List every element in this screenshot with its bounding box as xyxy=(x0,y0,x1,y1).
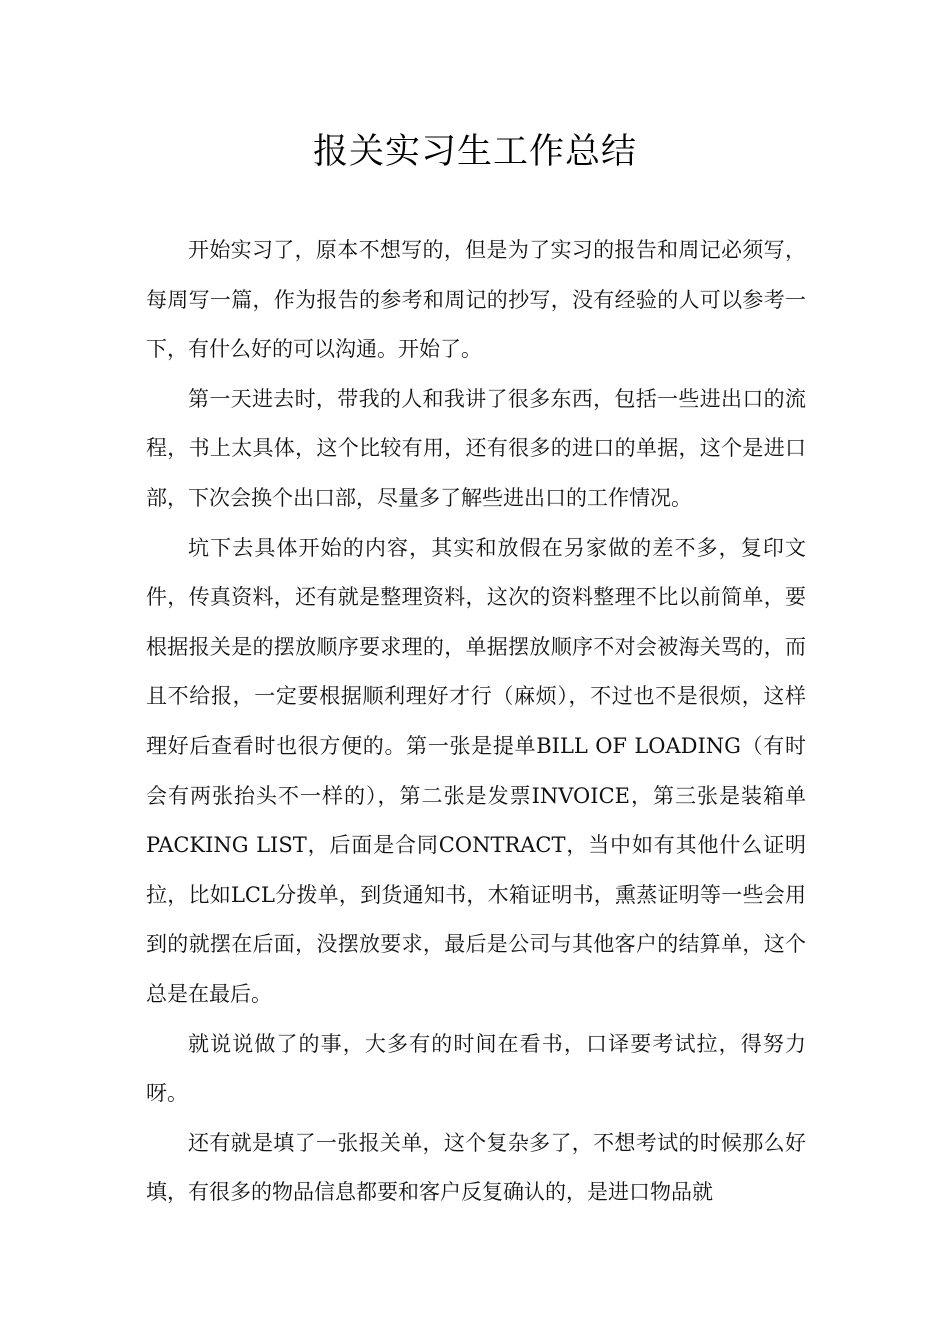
paragraph: 第一天进去时，带我的人和我讲了很多东西，包括一些进出口的流程，书上太具体，这个比较有用，还有很多的进口的单据，这个是进口部，下次会换个出口部，尽量多了解些进出口的工作情况。 xyxy=(146,386,806,510)
paragraph: 开始实习了，原本不想写的，但是为了实习的报告和周记必须写，每周写一篇，作为报告的参考和周记的抄写，没有经验的人可以参考一下，有什么好的可以沟通。开始了。 xyxy=(146,238,806,362)
document-title: 报关实习生工作总结 xyxy=(312,132,637,172)
paragraph: 还有就是填了一张报关单，这个复杂多了，不想考试的时候那么好填，有很多的物品信息都要和客户反复确认的，是进口物品就 xyxy=(146,1130,806,1205)
document-body xyxy=(146,226,806,1218)
paragraph: 就说说做了的事，大多有的时间在看书，口译要考试拉，得努力呀。 xyxy=(146,1031,806,1106)
paragraph: 坑下去具体开始的内容，其实和放假在另家做的差不多，复印文件，传真资料，还有就是整理资料，这次的资料整理不比以前简单，要根据报关是的摆放顺序要求理的，单据摆放顺序不对会被海关骂的，而且不给报，一定要根据顺利理好才行（麻烦），不过也不是很烦，这样理好后查看时也很方便的。第一张是提单BILL OF LOADING（有时会有两张抬头不一样的），第二张是发票INVOICE，第三张是装箱单PACKING LIST，后面是合同CONTRACT，当中如有其他什么证明拉，比如LCL分拨单，到货通知书，木箱证明书，熏蒸证明等一些会用到的就摆在后面，没摆放要求，最后是公司与其他客户的结算单，这个总是在最后。 xyxy=(146,535,806,1006)
